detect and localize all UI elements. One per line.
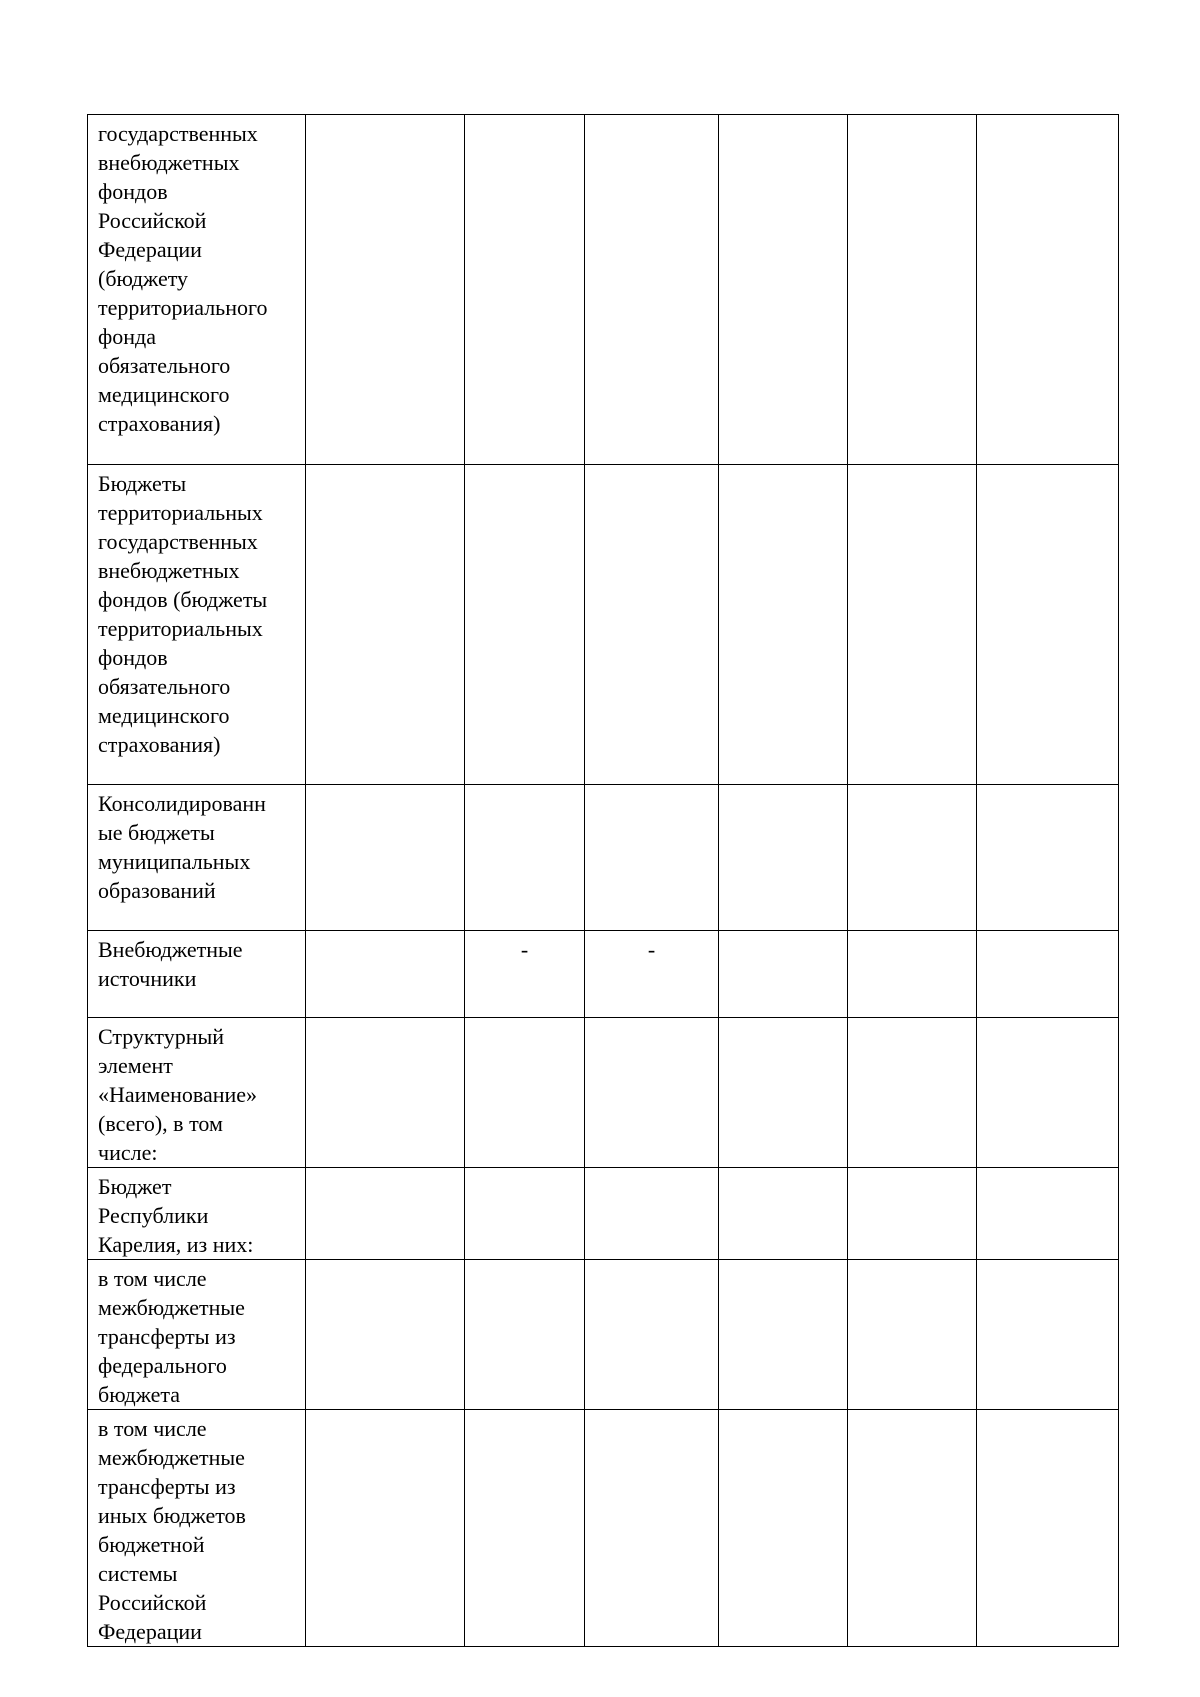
table-cell xyxy=(306,1410,465,1647)
table-cell xyxy=(306,785,465,931)
row-label: Бюджет Республики Карелия, из них: xyxy=(88,1168,306,1260)
table-cell: - xyxy=(465,931,585,1018)
row-label: государственных внебюджетных фондов Российской Федерации (бюджету территориального фонда обязательного медицинского страхования) xyxy=(88,115,306,465)
table-cell xyxy=(585,1168,719,1260)
table-cell xyxy=(465,1168,585,1260)
table-cell xyxy=(585,1018,719,1168)
table-cell xyxy=(585,1260,719,1410)
table-cell xyxy=(848,1410,977,1647)
table-row xyxy=(88,1260,1119,1410)
table-cell xyxy=(465,1260,585,1410)
table-cell xyxy=(848,465,977,785)
table-cell xyxy=(306,115,465,465)
table-cell xyxy=(465,1410,585,1647)
table-cell xyxy=(465,465,585,785)
table-cell xyxy=(977,931,1119,1018)
row-label: Консолидированн ые бюджеты муниципальных образований xyxy=(88,785,306,931)
table-cell xyxy=(977,115,1119,465)
table-row xyxy=(88,1168,1119,1260)
table-cell xyxy=(306,1260,465,1410)
table-cell xyxy=(719,1168,848,1260)
table-cell xyxy=(848,931,977,1018)
table-row xyxy=(88,1018,1119,1168)
table-cell xyxy=(719,931,848,1018)
table-cell xyxy=(719,1018,848,1168)
table-cell xyxy=(465,785,585,931)
table-cell xyxy=(719,785,848,931)
table-cell xyxy=(977,1410,1119,1647)
table-cell xyxy=(465,115,585,465)
row-label: в том числе межбюджетные трансферты из федерального бюджета xyxy=(88,1260,306,1410)
table-row xyxy=(88,785,1119,931)
table-cell xyxy=(848,1018,977,1168)
table-cell xyxy=(465,1018,585,1168)
row-label: Структурный элемент «Наименование» (всего), в том числе: xyxy=(88,1018,306,1168)
table-row xyxy=(88,465,1119,785)
table-cell xyxy=(306,1018,465,1168)
table-cell xyxy=(977,785,1119,931)
table-cell: - xyxy=(585,931,719,1018)
table-cell xyxy=(585,1410,719,1647)
table-cell xyxy=(306,465,465,785)
table-cell xyxy=(719,1260,848,1410)
table-cell xyxy=(977,1260,1119,1410)
table-cell xyxy=(719,465,848,785)
table-row xyxy=(88,1410,1119,1647)
table-cell xyxy=(977,1168,1119,1260)
budget-table xyxy=(87,114,1119,1647)
table-cell xyxy=(977,465,1119,785)
table-row xyxy=(88,931,1119,1018)
row-label: Внебюджетные источники xyxy=(88,931,306,1018)
table-cell xyxy=(719,1410,848,1647)
table-cell xyxy=(848,1260,977,1410)
table-cell xyxy=(719,115,848,465)
row-label: Бюджеты территориальных государственных внебюджетных фондов (бюджеты территориальных фондов обязательного медицинского страхования) xyxy=(88,465,306,785)
table-cell xyxy=(585,465,719,785)
table-cell xyxy=(585,115,719,465)
table-cell xyxy=(306,931,465,1018)
table-cell xyxy=(848,785,977,931)
table-cell xyxy=(977,1018,1119,1168)
table-cell xyxy=(848,1168,977,1260)
table-cell xyxy=(306,1168,465,1260)
table-cell xyxy=(848,115,977,465)
table-cell xyxy=(585,785,719,931)
table-row xyxy=(88,115,1119,465)
row-label: в том числе межбюджетные трансферты из иных бюджетов бюджетной системы Российской Федерации xyxy=(88,1410,306,1647)
